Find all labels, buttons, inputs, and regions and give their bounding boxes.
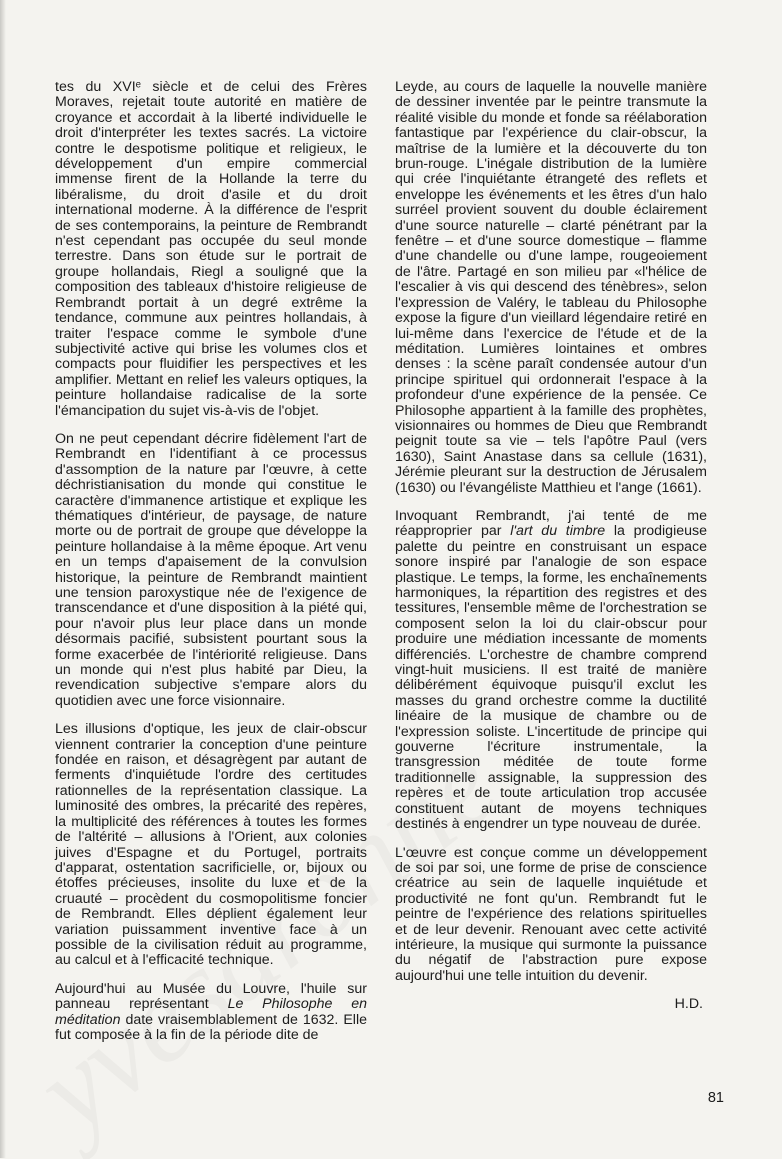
paragraph: L'œuvre est conçue comme un développement de soi par soi, une forme de prise de conscience créatrice au sein de laquelle inquiétude et productivité ne font qu'un. Rembrandt fut le peintre de l'expérience des relations spirituelles et de leur devenir. Renouant avec cette activité intérieure, la musique qui surmonte la puissance du négatif de l'abstraction pure expose aujourd'hui une telle intuition du devenir.	[395, 844, 707, 984]
paragraph-text: Aujourd'hui au Musée du Louvre, l'huile sur panneau représentant	[55, 980, 367, 1013]
right-column	[395, 80, 707, 1013]
paragraph: tes du XVIᵉ siècle et de celui des Frères Moraves, rejetait toute autorité en matière de croyance et accordait à la liberté individuelle le droit d'interpréter les textes sacrés. La victoire contre le despotisme politique et religieux, le développement d'un empire commercial immense firent de la Hollande la terre du libéralisme, du droit d'asile et du droit international moderne. À la différence de l'esprit de ses contemporains, la peinture de Rembrandt n'est cependant pas occupée du seul monde terrestre. Dans son étude sur le portrait de groupe hollandais, Riegl a souligné que la composition des tableaux d'histoire religieuse de Rembrandt portait à un degré extrême la tendance, commune aux peintres hollandais, à traiter l'espace comme le symbole d'une subjectivité active qui brise les volumes clos et compacts pour fluidifier les perspectives et les amplifier. Mettant en relief les valeurs optiques, la peinture hollandaise radicalise de la sorte l'émancipation du sujet vis-à-vis de l'objet.	[55, 79, 367, 419]
page-edge-shadow	[0, 0, 6, 1158]
work-title: l'art du timbre	[510, 523, 606, 540]
author-signature: H.D.	[674, 996, 703, 1013]
paragraph	[395, 509, 707, 833]
paragraph	[55, 982, 367, 1044]
paragraph-text: la prodigieuse palette du peintre en construisant un espace sonore inspiré par l'analogie de son espace plastique. Le temps, la forme, les enchaînements harmoniques, la répartition des registres et des tessitures, l'ensemble même de l'orchestration se composent selon la loi du clair-obscur pour produire une médiation incessante de moments différenciés. L'orchestre de chambre comprend vingt-huit musiciens. Il est traité de manière délibérément équivoque puisqu'il exclut les masses du grand orchestre comme la ductilité linéaire de la musique de chambre ou de l'expression soliste. L'incertitude de principe qui gouverne l'écriture instrumentale, la transgression méditée de toute forme traditionnelle assignable, la suppression des repères et de toute articulation trop accusée constituent autant de moyens techniques destinés à engendrer un type nouveau de durée.	[395, 523, 707, 833]
paragraph: Leyde, au cours de laquelle la nouvelle manière de dessiner inventée par le peintre transmute la réalité visible du monde et fonde sa réélaboration fantastique par l'expérience du clair-obscur, la maîtrise de la lumière et la découverte du ton brun-rouge. L'inégale distribution de la lumière qui crée l'inquiétante étrangeté des reflets et enveloppe les événements et les êtres d'un halo surréel provient souvent du double éclairement d'une source naturelle – clarté pénétrant par la fenêtre – et d'une source domestique – flamme d'une chandelle ou d'une lampe, rougeoiement de l'âtre. Partagé en son milieu par «l'hélice de l'escalier à vis qui descend des ténèbres», selon l'expression de Valéry, le tableau du Philosophe expose la figure d'un vieillard légendaire retiré en lui-même dans l'exercice de l'étude et de la méditation. Lumières lointaines et ombres denses : la scène paraît condensée autour d'un principe spirituel qui ordonnerait l'espace à la profondeur d'une expérience de la pensée. Ce Philosophe appartient à la famille des prophètes, visionnaires ou hommes de Dieu que Rembrandt peignit toute sa vie – tels l'apôtre Paul (vers 1630), Saint Anastase dans sa cellule (1631), Jérémie pleurant sur la destruction de Jérusalem (1630) ou l'évangéliste Matthieu et l'ange (1661).	[395, 79, 707, 496]
paragraph-text: Invoquant Rembrandt, j'ai tenté de me réapproprier par	[395, 507, 707, 540]
artwork-title: Le Philosophe en méditation	[55, 996, 367, 1028]
paragraph: On ne peut cependant décrire fidèlement l'art de Rembrandt en l'identifiant à ce processus d'assomption de la nature par l'œuvre, à cette déchristianisation du monde qui constitue le caractère d'immanence artistique et explique les thématiques d'intérieur, de paysage, de nature morte ou de portrait de groupe que développe la peinture hollandaise à la même époque. Art venu en un temps d'apaisement de la convulsion historique, la peinture de Rembrandt maintient une tension paroxystique née de l'exigence de transcendance et d'une disposition à la piété qui, pour n'avoir plus leur place dans un monde désormais pacifié, subsistent pourtant sous la forme exacerbée de l'intériorité religieuse. Dans un monde qui n'est plus habité par Dieu, la revendication subjective s'empare alors du quotidien avec une force visionnaire.	[55, 430, 367, 709]
left-column	[55, 80, 367, 1056]
paragraph-text: date vraisemblablement de 1632. Elle fut composée à la fin de la période dite de	[55, 1011, 367, 1043]
paragraph: Les illusions d'optique, les jeux de clair-obscur viennent contrarier la conception d'une peinture fondée en raison, et désagrègent par autant de ferments d'inquiétude l'ordre des certitudes rationnelles de la représentation classique. La luminosité des ombres, la précarité des repères, la multiplicité des références à toutes les formes de l'altérité – allusions à l'Orient, aux colonies juives d'Espagne et du Portugel, portraits d'apparat, ostentation sacrificielle, or, bijoux ou étoffes précieuses, insolite du luxe et de la cruauté – procèdent du cosmopolitisme foncier de Rembrandt. Elles déplient également leur variation puissamment inventive face à un possible de la civilisation réduit au programme, au calcul et à l'efficacité technique.	[55, 721, 367, 969]
page-number: 81	[707, 1090, 724, 1106]
